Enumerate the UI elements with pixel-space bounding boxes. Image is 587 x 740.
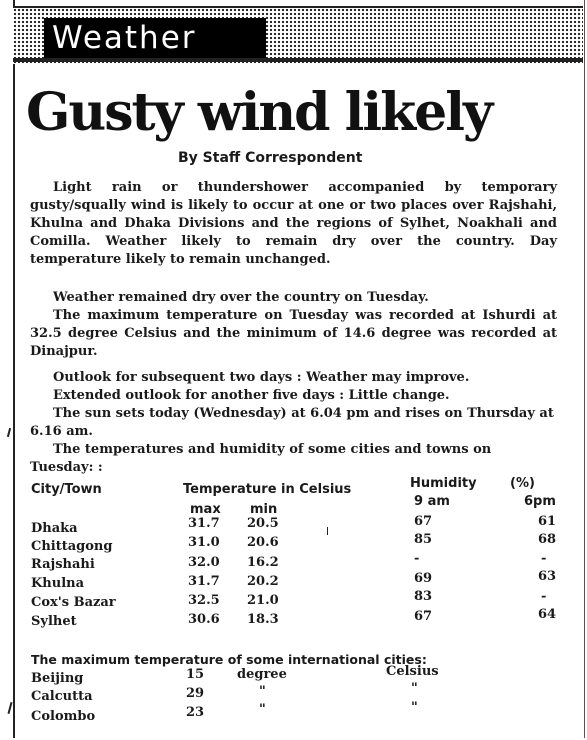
print-mark [7, 428, 11, 437]
row-min: 21.0 [247, 593, 279, 608]
section-label: Weather [52, 20, 197, 56]
row-max: 31.7 [188, 516, 220, 531]
intl-unit-celsius: Celsius [386, 664, 439, 679]
row-city: Sylhet [31, 614, 77, 629]
subheader-9am: 9 am [414, 494, 450, 509]
col-header-percent: (%) [510, 476, 535, 491]
row-city: Khulna [31, 576, 85, 591]
intl-city: Beijing [31, 671, 84, 686]
print-mark [327, 527, 328, 535]
col-header-humidity: Humidity [410, 476, 477, 491]
row-min: 16.2 [247, 555, 279, 570]
col-header-city: City/Town [31, 482, 102, 497]
row-city: Chittagong [31, 539, 113, 554]
row-humidity-6pm: 68 [538, 532, 557, 547]
paragraph-outlook-two-days: Outlook for subsequent two days : Weather may improve. [53, 370, 470, 385]
print-mark [7, 702, 12, 714]
subheader-max: max [190, 502, 221, 517]
row-max: 31.0 [188, 535, 220, 550]
row-humidity-6pm: - [541, 551, 547, 566]
row-humidity-9am: - [414, 551, 420, 566]
intl-city: Colombo [31, 709, 96, 724]
byline: By Staff Correspondent [178, 150, 363, 166]
paragraph-outlook-five-days: Extended outlook for another five days : Little change. [53, 388, 450, 403]
row-humidity-9am: 83 [414, 589, 433, 604]
paragraph-max-min: The maximum temperature on Tuesday was recorded at Ishurdi at 32.5 degree Celsius and the minimum of 14.6 degree was recorded at Dinajpur. [30, 308, 557, 359]
row-min: 20.6 [247, 535, 279, 550]
intl-ditto-celsius: " [411, 700, 418, 715]
row-max: 32.5 [188, 593, 220, 608]
row-humidity-9am: 67 [414, 514, 433, 529]
paragraph-sunset-sunrise: The sun sets today (Wednesday) at 6.04 pm and rises on Thursday at 6.16 am. [30, 406, 554, 439]
row-max: 30.6 [188, 612, 220, 627]
intl-ditto-degree: " [259, 702, 266, 717]
international-heading: The maximum temperature of some international cities: [31, 652, 427, 667]
row-city: Dhaka [31, 521, 78, 536]
intl-ditto-degree: " [259, 684, 266, 699]
paragraph-table-intro: The temperatures and humidity of some cities and towns on Tuesday: : [30, 442, 492, 475]
row-humidity-6pm: 61 [538, 514, 557, 529]
row-humidity-9am: 67 [414, 609, 433, 624]
row-humidity-9am: 85 [414, 532, 433, 547]
row-humidity-6pm: 64 [538, 607, 557, 622]
row-humidity-9am: 69 [414, 571, 433, 586]
row-min: 20.2 [247, 574, 279, 589]
intl-value: 15 [186, 667, 205, 682]
intl-ditto-celsius: " [411, 681, 418, 696]
intl-unit-degree: degree [237, 667, 287, 682]
row-min: 20.5 [247, 516, 279, 531]
subheader-6pm: 6pm [524, 494, 556, 509]
subheader-min: min [250, 502, 278, 517]
paragraph-forecast: Light rain or thundershower accompanied by temporary gusty/squally wind is likely to occur at one or two places over Rajshahi, Khulna and Dhaka Divisions and the regions of Sylhet, Noakhali and Comilla. Weather likely to remain dry over the country. Day temperature likely to remain unchanged. [30, 180, 557, 267]
row-city: Cox's Bazar [31, 595, 116, 610]
paragraph-weather-dry: Weather remained dry over the country on Tuesday. [53, 290, 429, 305]
row-city: Rajshahi [31, 557, 95, 572]
row-humidity-6pm: 63 [538, 569, 557, 584]
intl-value: 23 [186, 705, 205, 720]
col-header-temperature: Temperature in Celsius [183, 482, 352, 497]
row-max: 31.7 [188, 574, 220, 589]
intl-value: 29 [186, 686, 205, 701]
headline: Gusty wind likely [26, 82, 492, 143]
intl-city: Calcutta [31, 689, 93, 704]
row-min: 18.3 [247, 612, 279, 627]
row-max: 32.0 [188, 555, 220, 570]
header-rule [13, 58, 583, 62]
row-humidity-6pm: - [541, 589, 547, 604]
